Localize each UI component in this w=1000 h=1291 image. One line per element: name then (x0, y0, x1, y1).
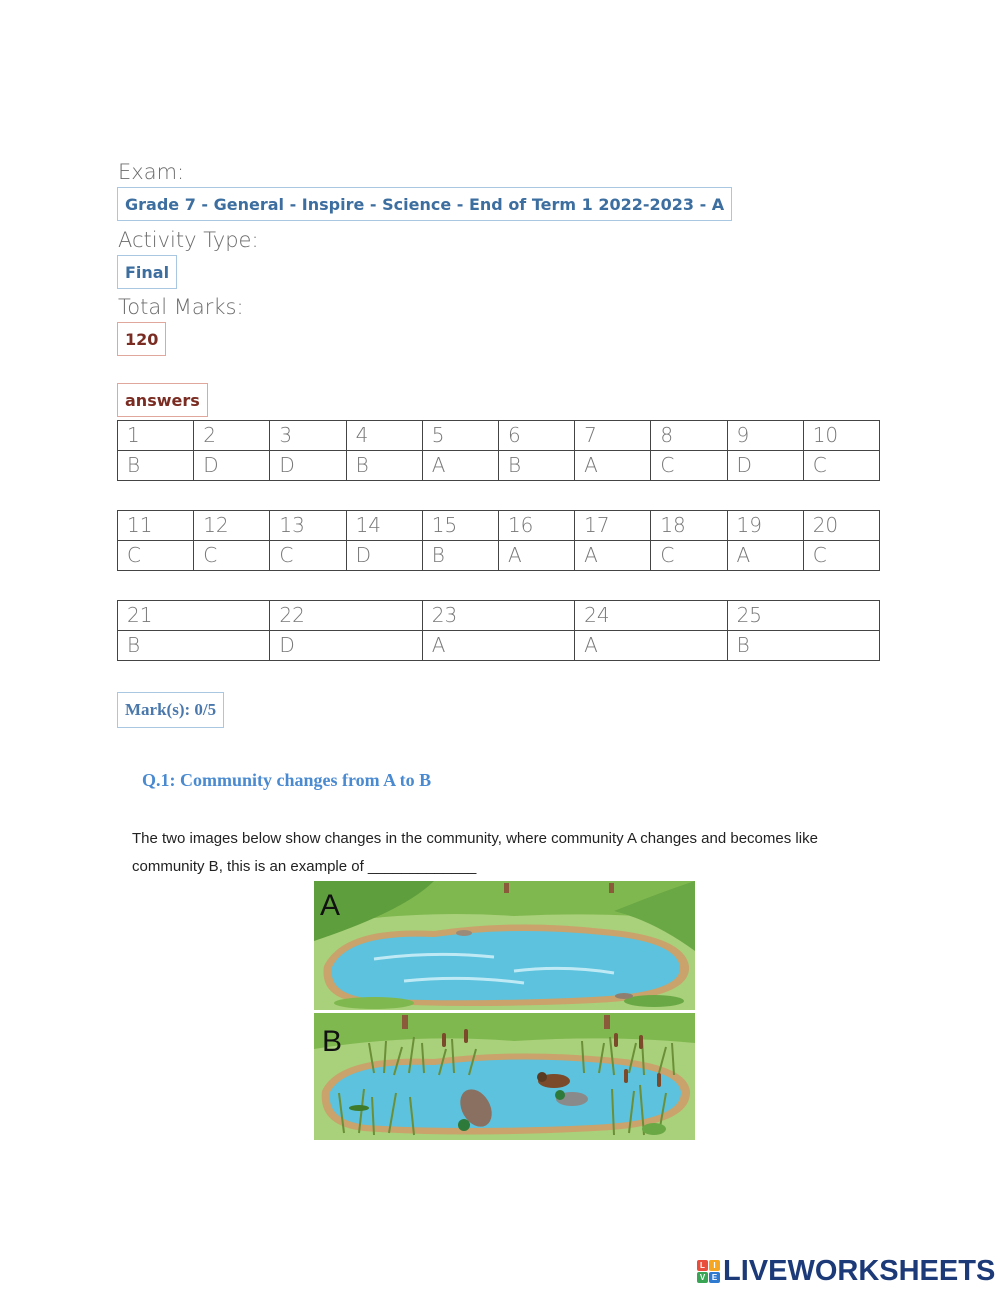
question-number: 17 (575, 511, 651, 541)
answer-table-1 (117, 420, 880, 481)
question-number: 10 (803, 421, 879, 451)
answer-cell: B (118, 631, 270, 661)
answer-cell: C (803, 451, 879, 481)
question-number: 2 (194, 421, 270, 451)
question-number: 19 (727, 511, 803, 541)
answer-table-numbers-row (118, 421, 880, 451)
answer-table-numbers-row (118, 511, 880, 541)
activity-type-label: Activity Type: (118, 228, 259, 252)
community-a-image (314, 881, 695, 1010)
answer-cell: B (422, 541, 498, 571)
question-number: 16 (498, 511, 574, 541)
answer-cell: D (727, 451, 803, 481)
answer-cell: A (575, 451, 651, 481)
answer-table-numbers-row (118, 601, 880, 631)
question-number: 25 (727, 601, 879, 631)
question-number: 15 (422, 511, 498, 541)
question-title: Q.1: Community changes from A to B (142, 770, 432, 790)
question-number: 14 (346, 511, 422, 541)
answer-cell: B (727, 631, 879, 661)
answer-cell: B (118, 451, 194, 481)
question-number: 12 (194, 511, 270, 541)
answer-table-answers-row (118, 451, 880, 481)
question-number: 8 (651, 421, 727, 451)
question-number: 22 (270, 601, 422, 631)
question-number: 6 (498, 421, 574, 451)
question-number: 20 (803, 511, 879, 541)
score-badge: Mark(s): 0/5 (117, 692, 224, 728)
logo-letter: L (697, 1260, 708, 1271)
question-number: 21 (118, 601, 270, 631)
question-number: 9 (727, 421, 803, 451)
answer-cell: D (270, 451, 346, 481)
answer-cell: C (803, 541, 879, 571)
answer-table-3 (117, 600, 880, 661)
question-number: 1 (118, 421, 194, 451)
question-number: 4 (346, 421, 422, 451)
question-number: 3 (270, 421, 346, 451)
answers-label: answers (117, 383, 208, 417)
answer-cell: A (727, 541, 803, 571)
question-number: 13 (270, 511, 346, 541)
answer-cell: A (575, 541, 651, 571)
community-b-image (314, 1013, 695, 1140)
question-number: 23 (422, 601, 574, 631)
image-b-label: B (322, 1025, 343, 1058)
answer-cell: A (422, 451, 498, 481)
question-number: 11 (118, 511, 194, 541)
answer-cell: B (346, 451, 422, 481)
logo-mark-icon (697, 1260, 720, 1283)
exam-label: Exam: (118, 160, 185, 184)
answer-cell: C (651, 541, 727, 571)
answer-cell: A (422, 631, 574, 661)
answer-cell: C (270, 541, 346, 571)
logo-letter: I (709, 1260, 720, 1271)
total-marks-label: Total Marks: (118, 295, 244, 319)
question-number: 7 (575, 421, 651, 451)
question-text: The two images below show changes in the community, where community A changes and becomes like community B, this is an example of _____________ (132, 830, 818, 875)
logo-letter: E (709, 1272, 720, 1283)
answer-cell: C (194, 541, 270, 571)
answer-table-answers-row (118, 541, 880, 571)
answer-table-2 (117, 510, 880, 571)
answer-cell: D (270, 631, 422, 661)
logo-text: LIVEWORKSHEETS (723, 1254, 996, 1287)
total-marks-value: 120 (117, 322, 166, 356)
answer-cell: D (194, 451, 270, 481)
question-number: 24 (575, 601, 727, 631)
logo-letter: V (697, 1272, 708, 1283)
answer-cell: D (346, 541, 422, 571)
answer-cell: C (118, 541, 194, 571)
answer-cell: A (575, 631, 727, 661)
image-a-label: A (320, 889, 341, 922)
question-number: 18 (651, 511, 727, 541)
answer-table-answers-row (118, 631, 880, 661)
liveworksheets-logo (697, 1254, 995, 1288)
answer-cell: A (498, 541, 574, 571)
question-number: 5 (422, 421, 498, 451)
answer-cell: B (498, 451, 574, 481)
answer-cell: C (651, 451, 727, 481)
exam-value: Grade 7 - General - Inspire - Science - End of Term 1 2022-2023 - A (117, 187, 732, 221)
activity-type-value: Final (117, 255, 177, 289)
